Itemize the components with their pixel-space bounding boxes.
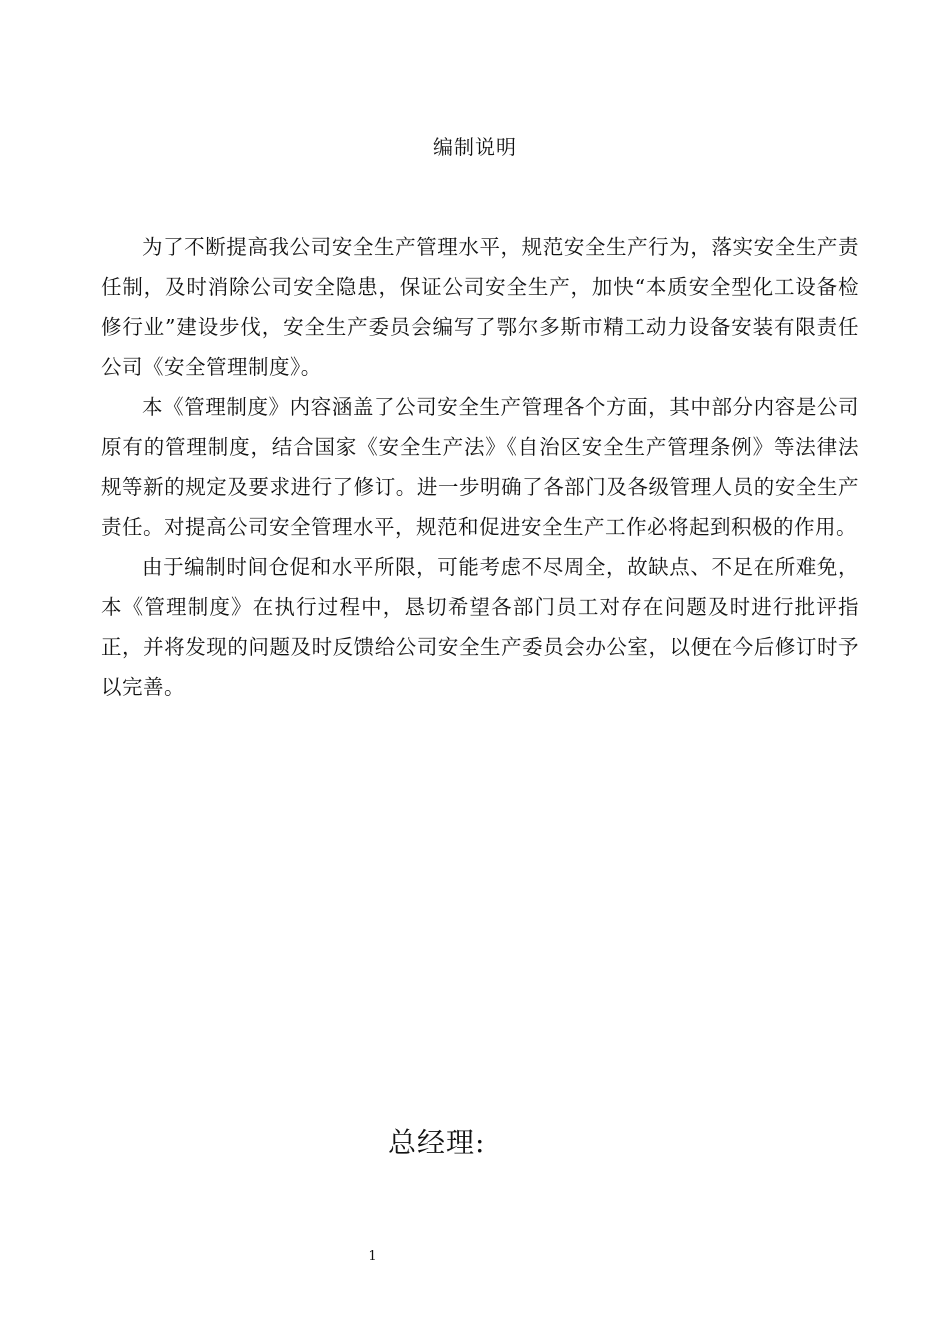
signature-label: 总经理:: [388, 1126, 486, 1159]
body-text: [101, 227, 859, 707]
page-number: 1: [368, 1249, 377, 1264]
paragraph-1: 为了不断提高我公司安全生产管理水平，规范安全生产行为，落实安全生产责任制，及时消除公司安全隐患，保证公司安全生产，加快“本质安全型化工设备检修行业”建设步伐，安全生产委员会编写了鄂尔多斯市精工动力设备安装有限责任公司《安全管理制度》。: [101, 235, 859, 379]
paragraph-3: 由于编制时间仓促和水平所限，可能考虑不尽周全，故缺点、不足在所难免，本《管理制度》在执行过程中，恳切希望各部门员工对存在问题及时进行批评指正，并将发现的问题及时反馈给公司安全生产委员会办公室，以便在今后修订时予以完善。: [101, 555, 859, 699]
page-title: 编制说明: [433, 135, 517, 159]
paragraph-2: 本《管理制度》内容涵盖了公司安全生产管理各个方面，其中部分内容是公司原有的管理制度，结合国家《安全生产法》《自治区安全生产管理条例》等法律法规等新的规定及要求进行了修订。进一步明确了各部门及各级管理人员的安全生产责任。对提高公司安全管理水平，规范和促进安全生产工作必将起到积极的作用。: [101, 395, 859, 539]
